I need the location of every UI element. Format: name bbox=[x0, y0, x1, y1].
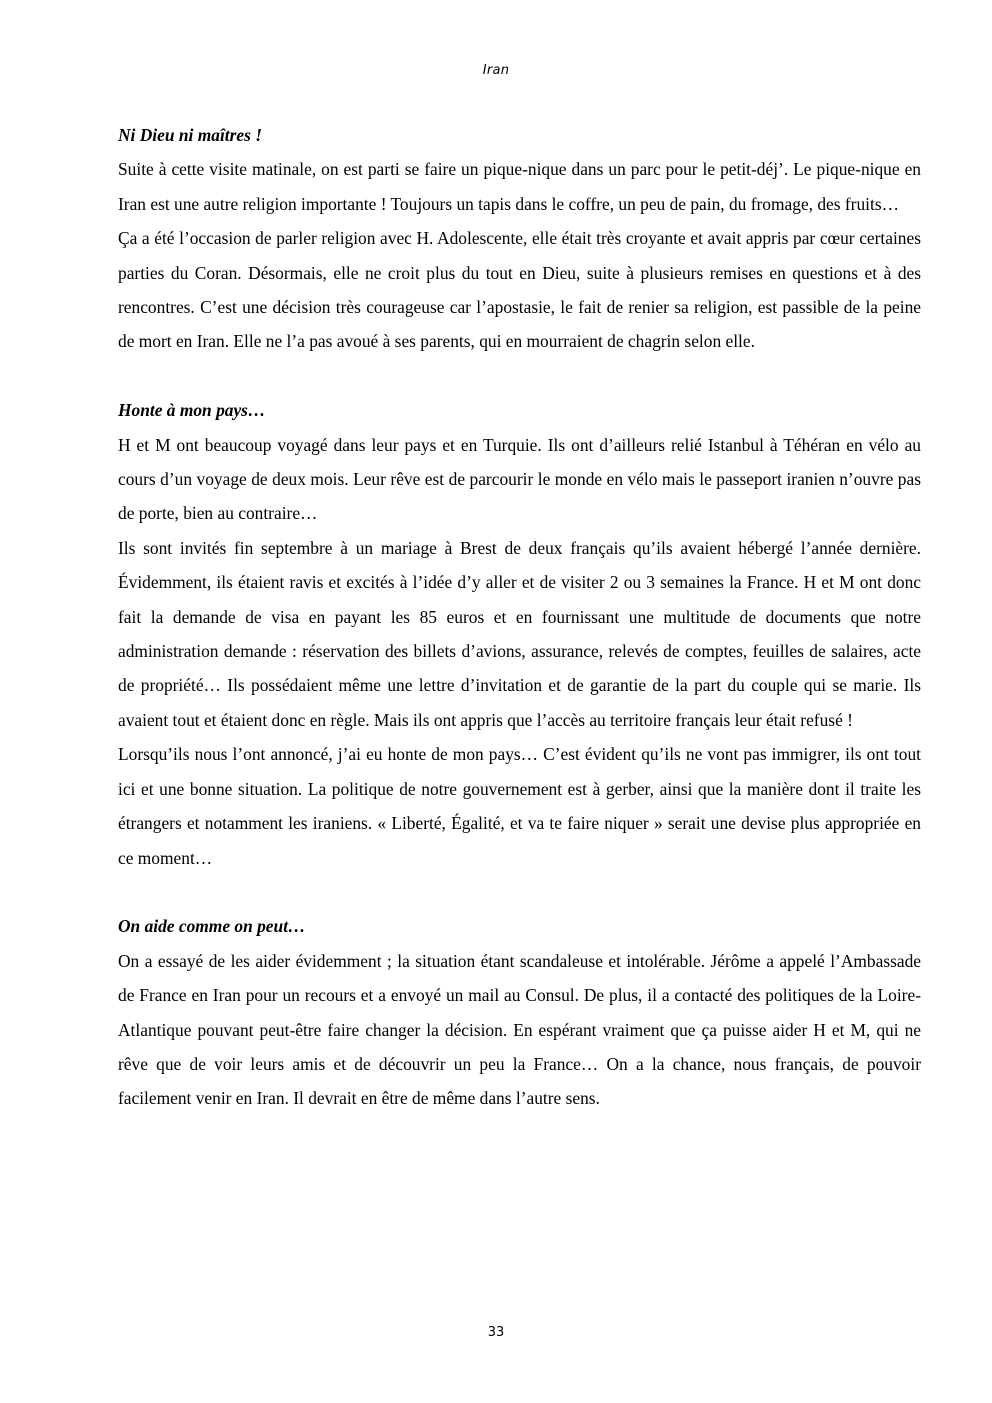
section-spacer bbox=[118, 875, 921, 909]
paragraph: H et M ont beaucoup voyagé dans leur pays et en Turquie. Ils ont d’ailleurs relié Istanbul à Téhéran en vélo au cours d’un voyage de deux mois. Leur rêve est de parcourir le monde en vélo mais le passeport iranien n’ouvre pas de porte, bien au contraire… bbox=[118, 434, 921, 524]
paragraph: Lorsqu’ils nous l’ont annoncé, j’ai eu honte de mon pays… C’est évident qu’ils ne vont pas immigrer, ils ont tout ici et une bonne situation. La politique de notre gouvernement est à gerber, ainsi que la manière dont il traite les étrangers et notamment les iraniens. « Liberté, Égalité, et va te faire niquer » serait une devise plus appropriée en ce moment… bbox=[118, 744, 921, 868]
running-header: Iran bbox=[482, 63, 510, 78]
section-ni-dieu bbox=[118, 118, 921, 359]
section-honte bbox=[118, 393, 921, 875]
section-title: Honte à mon pays… bbox=[118, 400, 266, 421]
paragraph: Ils sont invités fin septembre à un mariage à Brest de deux français qu’ils avaient hébergé l’année dernière. Évidemment, ils étaient ravis et excités à l’idée d’y aller et de visiter 2 ou 3 semaines la France. H et M ont donc fait la demande de visa en payant les 85 euros et en fournissant une multitude de documents que notre administration demande : réservation des billets d’avions, assurance, relevés de comptes, feuilles de salaires, acte de propriété… Ils possédaient même une lettre d’invitation et de garantie de la part du couple qui se marie. Ils avaient tout et étaient donc en règle. Mais ils ont appris que l’accès au territoire français leur était refusé ! bbox=[118, 537, 921, 730]
section-spacer bbox=[118, 359, 921, 393]
section-on-aide bbox=[118, 909, 921, 1115]
section-title: Ni Dieu ni maîtres ! bbox=[118, 125, 262, 145]
paragraph: Suite à cette visite matinale, on est parti se faire un pique-nique dans un parc pour le petit-déj’. Le pique-nique en Iran est une autre religion importante ! Toujours un tapis dans le coffre, un peu de pain, du fromage, des fruits… bbox=[118, 159, 921, 214]
page-number: 33 bbox=[487, 1325, 505, 1340]
document-body bbox=[118, 118, 921, 1116]
paragraph: Ça a été l’occasion de parler religion avec H. Adolescente, elle était très croyante et avait appris par cœur certaines parties du Coran. Désormais, elle ne croit plus du tout en Dieu, suite à plusieurs remises en questions et à des rencontres. C’est une décision très courageuse car l’apostasie, le fait de renier sa religion, est passible de la peine de mort en Iran. Elle ne l’a pas avoué à ses parents, qui en mourraient de chagrin selon elle. bbox=[118, 228, 921, 352]
section-title: On aide comme on peut… bbox=[118, 916, 306, 937]
paragraph: On a essayé de les aider évidemment ; la situation étant scandaleuse et intolérable. Jérôme a appelé l’Ambassade de France en Iran pour un recours et a envoyé un mail au Consul. De plus, il a contacté des politiques de la Loire-Atlantique pouvant peut-être faire changer la décision. En espérant vraiment que ça puisse aider H et M, qui ne rêve que de voir leurs amis et de découvrir un peu la France… On a la chance, nous français, de pouvoir facilement venir en Iran. Il devrait en être de même dans l’autre sens. bbox=[118, 950, 921, 1109]
